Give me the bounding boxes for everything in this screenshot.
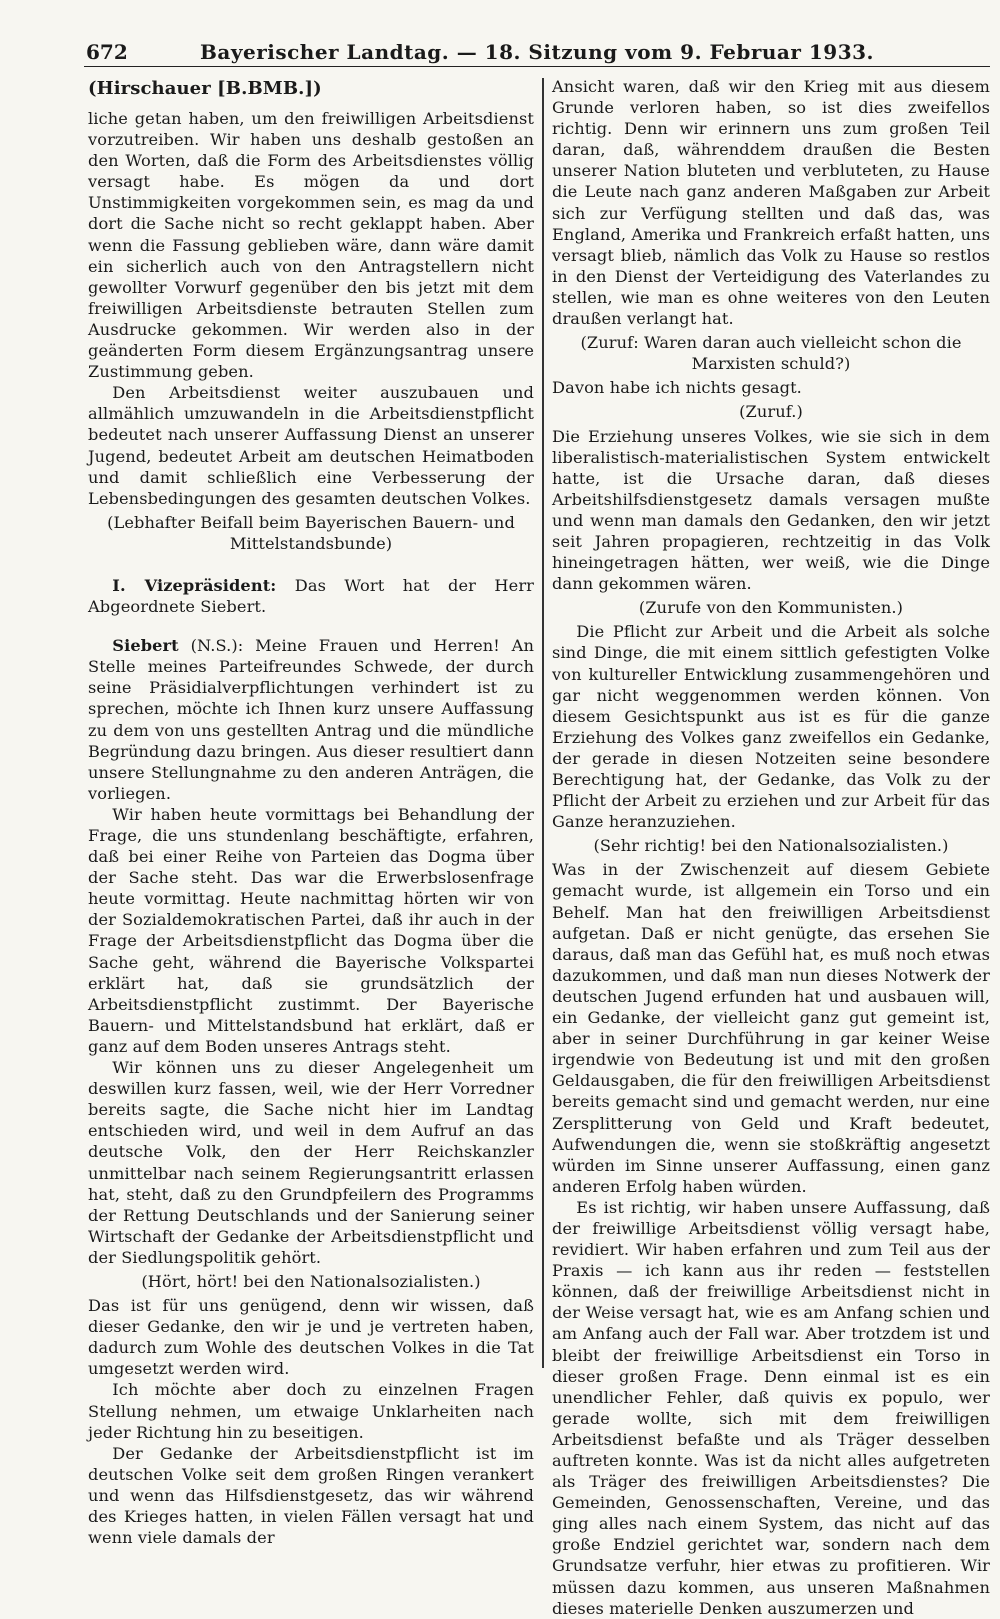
right-column [552, 76, 990, 1618]
paragraph: Davon habe ich nichts gesagt. [552, 378, 802, 398]
paragraph: Die Erziehung unseres Volkes, wie sie sich in dem liberalistisch-materialistischen System entwickelt hatte, ist die Ursache daran, daß dieses Arbeitshilfsdienstgesetz damals versagen mußte und wenn man damals den Gedanken, den wir jetzt seit Jahren propagieren, rechtzeitig in das Volk hineingetragen hätten, wer weiß, wie die Dinge dann gekommen wären. [552, 426, 990, 594]
paragraph: Wir haben heute vormittags bei Behandlung der Frage, die uns stundenlang beschäftigte, erfahren, daß bei einer Reihe von Parteien das Dogma über der Sache steht. Das war die Erwerbslosenfrage heute vormittag. Heute nachmittag hörten wir von der Sozialdemokratischen Partei, daß ihr auch in der Frage der Arbeitsdienstpflicht das Dogma über die Sache geht, während die Bayerische Volkspartei erklärt hat, daß sie grundsätzlich der Arbeitsdienstpflicht zustimmt. Der Bayerische Bauern- und Mittelstandsbund hat erklärt, daß er ganz auf dem Boden unseres Antrags steht. [88, 804, 534, 1056]
interjection-note: (Hört, hört! bei den Nationalsozialisten.) [141, 1271, 481, 1291]
paragraph-text: Das Wort hat der Herr Abgeordnete Siebert. [88, 575, 534, 617]
interjection-note: (Zurufe von den Kommunisten.) [638, 598, 904, 618]
speaker-paragraph [88, 575, 534, 617]
interjection-note: (Lebhafter Beifall beim Bayerischen Bauern- und Mittelstandsbunde) [107, 512, 515, 553]
paragraph: Es ist richtig, wir haben unsere Auffassung, daß der freiwillige Arbeitsdienst völlig versagt habe, revidiert. Wir haben erfahren und zum Teil aus der Praxis — ich kann aus ihr reden — feststellen können, daß der freiwillige Arbeitsdienst nicht in der Weise versagt hat, wie es am Anfang schien und am Anfang auch der Fall war. Aber trotzdem ist und bleibt der freiwillige Arbeitsdienst ein Torso in dieser großen Frage. Denn einmal ist es ein unendlicher Fehler, daß quivis ex populo, wer gerade wollte, sich mit dem freiwilligen Arbeitsdienst befaßte und als Träger desselben auftreten konnte. Was ist da nicht alles aufgetreten als Träger des freiwilligen Arbeitsdienstes? Die Gemeinden, Genossenschaften, Vereine, und das ging alles nach einem System, das nicht auf das große Endziel gerichtet war, sondern nach dem Grundsatze verfuhr, hier etwas zu profitieren. Wir müssen dazu kommen, aus unseren Maßnahmen dieses materielle Denken auszumerzen und [552, 1197, 990, 1618]
interjection-note: (Zuruf: Waren daran auch vielleicht schon die Marxisten schuld?) [580, 333, 962, 374]
column-divider [542, 78, 544, 1368]
paragraph: Was in der Zwischenzeit auf diesem Gebiete gemacht wurde, ist allgemein ein Torso und ein Behelf. Man hat den freiwilligen Arbeitsdienst aufgetan. Daß er nicht genügte, das ersehen Sie daraus, daß man das Gefühl hat, es muß noch etwas dazukommen, und daß man nun dieses Notwerk der deutschen Jugend erfunden hat und ausbauen will, ein Gedanke, der vielleicht ganz gut gemeint ist, aber in seiner Durchführung in gar keiner Weise irgendwie von Bedeutung ist und mit den großen Geldausgaben, die für den freiwilligen Arbeitsdienst bereits gemacht sind und gemacht werden, nur eine Zersplitterung von Geld und Kraft bedeutet, Aufwendungen die, wenn sie stoßkräftig angesetzt würden im Sinne unserer Auffassung, einen ganz anderen Erfolg haben würden. [552, 860, 990, 1196]
speaker-label: Siebert [112, 636, 179, 656]
speaker-heading: (Hirschauer [B.BMB.]) [88, 78, 322, 99]
paragraph: liche getan haben, um den freiwilligen Arbeitsdienst vorzutreiben. Wir haben uns deshalb gestoßen an den Worten, daß die Form des Arbeitsdienstes völlig versagt habe. Es mögen da und dort Unstimmigkeiten vorgekommen sein, es mag da und dort die Sache nicht so recht geklappt haben. Aber wenn die Fassung geblieben wäre, dann wäre damit ein sicherlich auch von den Antragstellern nicht gewollter Vorwurf gegenüber den bis jetzt mit dem freiwilligen Arbeitsdienste betrauten Stellen zum Ausdrucke gekommen. Wir werden also in der geänderten Form diesem Ergänzungsantrag unsere Zustimmung geben. [88, 109, 534, 382]
speaker-label: I. Vizepräsident: [112, 575, 277, 595]
interjection-note: (Zuruf.) [739, 402, 803, 422]
paragraph: Wir können uns zu dieser Angelegenheit um deswillen kurz fassen, weil, wie der Herr Vorredner bereits sagte, die Sache nicht hier im Landtag entschieden wird, und weil in dem Aufruf an das deutsche Volk, den der Herr Reichskanzler unmittelbar nach seinem Regierungsantritt erlassen hat, steht, daß zu den Grundpfeilern des Programms der Rettung Deutschlands und der Sanierung seiner Wirtschaft der Gedanke der Arbeitsdienstpflicht und der Siedlungspolitik gehört. [88, 1058, 534, 1267]
paragraph: Die Pflicht zur Arbeit und die Arbeit als solche sind Dinge, die mit einem sittlich gefestigten Volke von kultureller Entwicklung zusammengehören und gar nicht weggenommen werden können. Von diesem Gesichtspunkt aus ist es für die ganze Erziehung des Volkes ganz zweifellos ein Gedanke, der gerade in diesen Notzeiten seine besondere Berechtigung hat, der Gedanke, das Volk zu der Pflicht der Arbeit zu erziehen und zur Arbeit für das Ganze heranzuziehen. [552, 622, 990, 832]
page-header [84, 38, 990, 67]
paragraph-text: (N.S.): Meine Frauen und Herren! An Stelle meines Parteifreundes Schwede, der durch seine Präsidialverpflichtungen verhindert ist zu sprechen, möchte ich Ihnen kurz unsere Auffassung zu dem von uns gestellten Antrag und die mündliche Begründung dazu bringen. Aus dieser resultiert dann unsere Stellungnahme zu den anderen Anträgen, die vorliegen. [88, 636, 534, 803]
paragraph: Den Arbeitsdienst weiter auszubauen und allmählich umzuwandeln in die Arbeitsdienstpflicht bedeutet nach unserer Auffassung Dienst an unserer Jugend, bedeutet Arbeit am deutschen Heimatboden und damit schließlich eine Verbesserung der Lebensbedingungen des gesamten deutschen Volkes. [88, 383, 534, 508]
paragraph: Ich möchte aber doch zu einzelnen Fragen Stellung nehmen, um etwaige Unklarheiten nach jeder Richtung hin zu beseitigen. [88, 1380, 534, 1442]
speaker-paragraph [88, 635, 534, 804]
left-column [88, 76, 534, 1548]
interjection-note: (Sehr richtig! bei den Nationalsozialisten.) [593, 836, 949, 856]
paragraph: Das ist für uns genügend, denn wir wissen, daß dieser Gedanke, den wir je und je vertreten haben, dadurch zum Wohle des deutschen Volkes in die Tat umgesetzt werden wird. [88, 1296, 534, 1379]
paragraph: Der Gedanke der Arbeitsdienstpflicht ist im deutschen Volke seit dem großen Ringen verankert und wenn das Hilfsdienstgesetz, das wir während des Krieges hatten, in vielen Fällen versagt hat und wenn viele damals der [88, 1443, 534, 1548]
paragraph: Ansicht waren, daß wir den Krieg mit aus diesem Grunde verloren haben, so ist dies zweifellos richtig. Denn wir erinnern uns zum großen Teil daran, daß, währenddem draußen die Besten unserer Nation bluteten und verbluteten, zu Hause die Leute nach ganz anderen Maßgaben zur Arbeit sich zur Verfügung stellten und daß das, was England, Amerika und Frankreich erfaßt hatten, uns versagt blieb, nämlich das Volk zu Hause so restlos in den Dienst der Verteidigung des Vaterlandes zu stellen, wie man es ohne weiteres von den Leuten draußen verlangt hat. [552, 77, 990, 329]
running-title: Bayerischer Landtag. — 18. Sitzung vom 9. Februar 1933. [200, 40, 874, 64]
page-number: 672 [86, 40, 128, 64]
